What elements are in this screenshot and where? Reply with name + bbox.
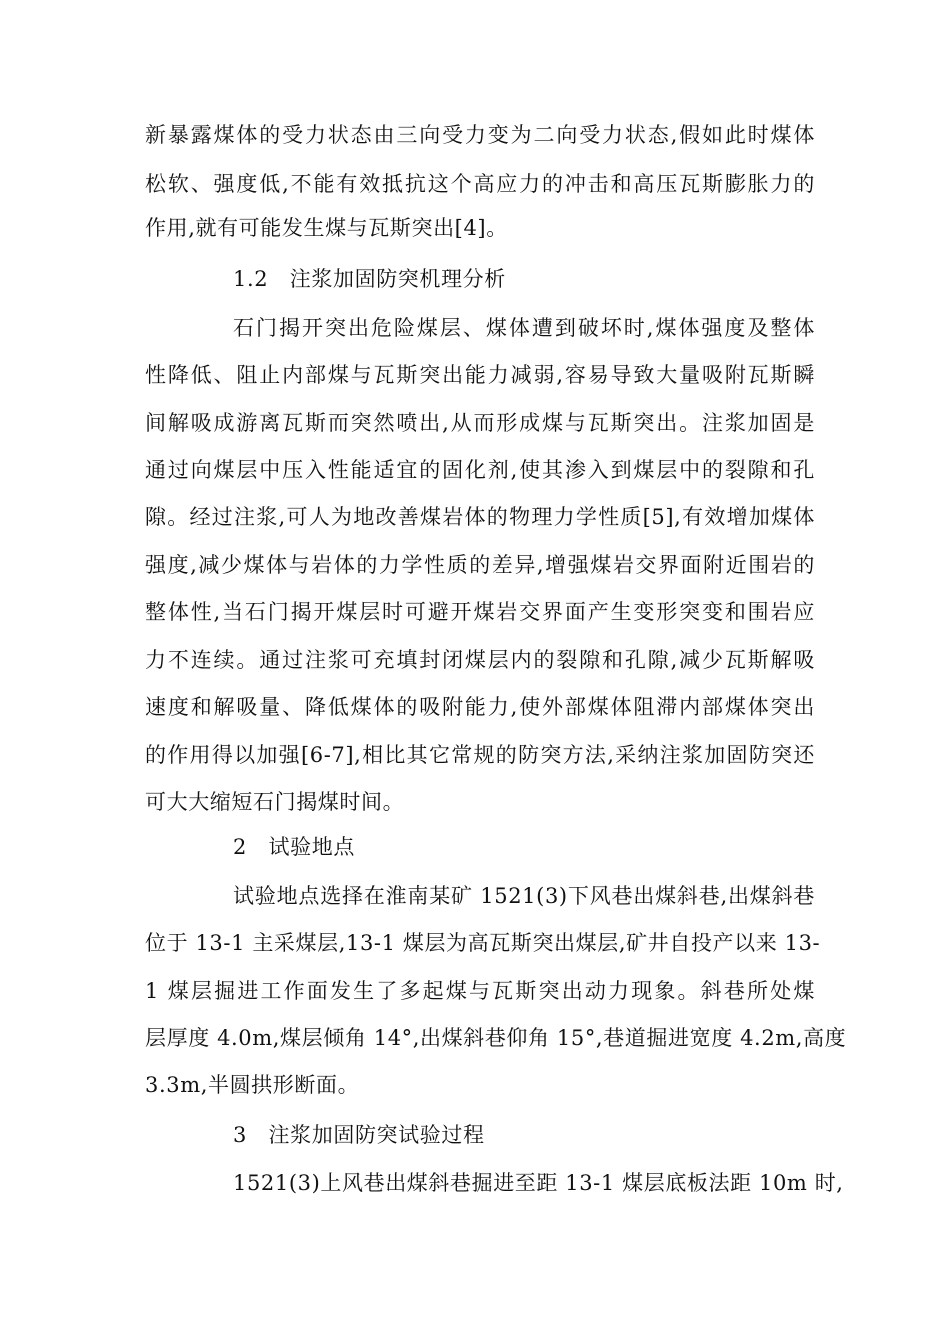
paragraph-line: 通过向煤层中压入性能适宜的固化剂,使其渗入到煤层中的裂隙和孔 [145, 458, 815, 482]
paragraph-line: 石门揭开突出危险煤层、煤体遭到破坏时,煤体强度及整体 [233, 316, 815, 340]
paragraph-line: 试验地点选择在淮南某矿 1521(3)下风巷出煤斜巷,出煤斜巷 [233, 884, 815, 908]
paragraph-line: 性降低、阻止内部煤与瓦斯突出能力减弱,容易导致大量吸附瓦斯瞬 [145, 363, 815, 387]
paragraph-line: 隙。经过注浆,可人为地改善煤岩体的物理力学性质[5],有效增加煤体 [145, 505, 815, 529]
paragraph-line: 松软、强度低,不能有效抵抗这个高应力的冲击和高压瓦斯膨胀力的 [145, 172, 815, 196]
paragraph-line: 力不连续。通过注浆可充填封闭煤层内的裂隙和孔隙,减少瓦斯解吸 [145, 648, 815, 672]
section-heading: 1.2 注浆加固防突机理分析 [233, 267, 506, 291]
paragraph-line: 的作用得以加强[6-7],相比其它常规的防突方法,采纳注浆加固防突还 [145, 743, 815, 767]
paragraph-line: 位于 13-1 主采煤层,13-1 煤层为高瓦斯突出煤层,矿井自投产以来 13- [145, 931, 821, 955]
paragraph-line: 3.3m,半圆拱形断面。 [145, 1073, 360, 1097]
paragraph-line: 整体性,当石门揭开煤层时可避开煤岩交界面产生变形突变和围岩应 [145, 600, 815, 624]
section-heading: 2 试验地点 [233, 835, 355, 859]
paragraph-line: 速度和解吸量、降低煤体的吸附能力,使外部煤体阻滞内部煤体突出 [145, 695, 815, 719]
paragraph-line: 1 煤层掘进工作面发生了多起煤与瓦斯突出动力现象。斜巷所处煤 [145, 979, 815, 1003]
paragraph-line: 1521(3)上风巷出煤斜巷掘进至距 13-1 煤层底板法距 10m 时, [233, 1171, 844, 1195]
paragraph-line: 层厚度 4.0m,煤层倾角 14°,出煤斜巷仰角 15°,巷道掘进宽度 4.2m,高度 [145, 1026, 847, 1050]
paragraph-line: 新暴露煤体的受力状态由三向受力变为二向受力状态,假如此时煤体 [145, 123, 815, 147]
paragraph-line: 可大大缩短石门揭煤时间。 [145, 790, 405, 814]
paragraph-line: 强度,减少煤体与岩体的力学性质的差异,增强煤岩交界面附近围岩的 [145, 553, 815, 577]
paragraph-line: 间解吸成游离瓦斯而突然喷出,从而形成煤与瓦斯突出。注浆加固是 [145, 411, 815, 435]
paragraph-line: 作用,就有可能发生煤与瓦斯突出[4]。 [145, 216, 508, 240]
section-heading: 3 注浆加固防突试验过程 [233, 1123, 485, 1147]
